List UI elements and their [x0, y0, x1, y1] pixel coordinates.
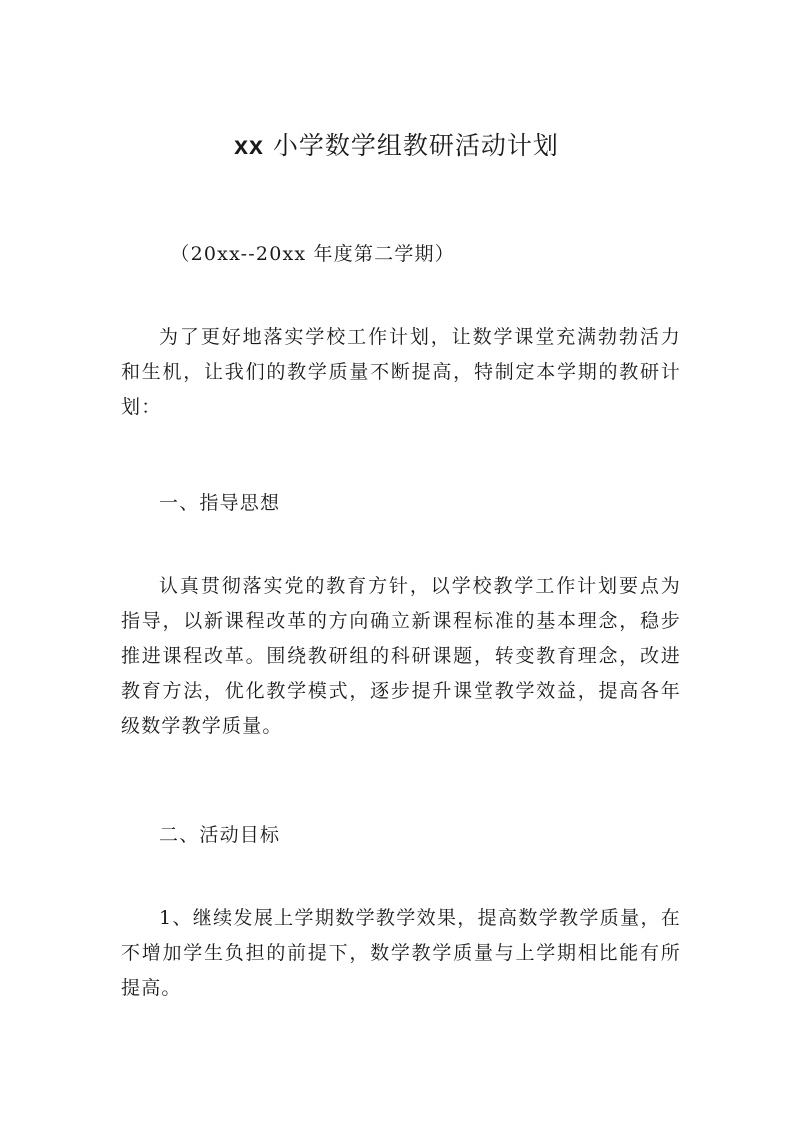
- document-title: [0, 128, 793, 164]
- activity-goal-item-1: 1、继续发展上学期数学教学效果，提高数学教学质量，在不增加学生负担的前提下，数学教学质量与上学期相比能有所提高。: [121, 907, 681, 999]
- term-line: （20xx--20xx 年度第二学期）: [170, 243, 455, 265]
- intro-paragraph: 为了更好地落实学校工作计划，让数学课堂充满勃勃活力和生机，让我们的教学质量不断提高，特制定本学期的教研计划：: [121, 326, 681, 418]
- section-heading-activity-goals: 二、活动目标: [159, 824, 281, 846]
- title-main: 小学数学组教研活动计划: [272, 131, 559, 160]
- title-prefix: xx: [234, 132, 264, 160]
- section-heading-guiding-ideology: 一、指导思想: [159, 492, 281, 514]
- guiding-ideology-paragraph: 认真贯彻落实党的教育方针，以学校教学工作计划要点为指导，以新课程改革的方向确立新课程标准的基本理念，稳步推进课程改革。围绕教研组的科研课题，转变教育理念，改进教育方法，优化教学模式，逐步提升课堂教学效益，提高各年级数学教学质量。: [121, 575, 681, 737]
